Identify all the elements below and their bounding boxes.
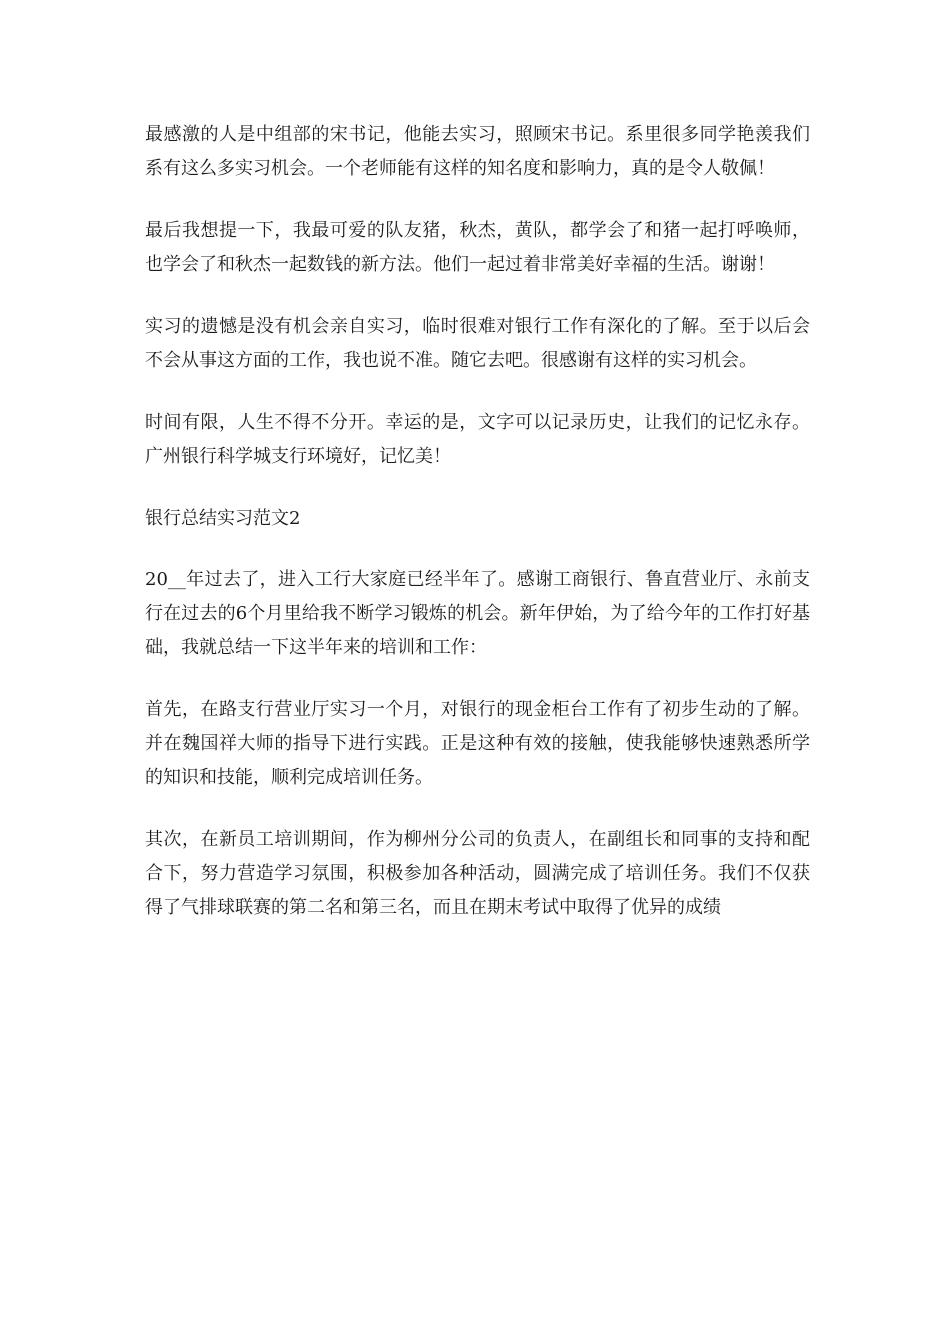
section-heading: 银行总结实习范文2	[145, 508, 301, 529]
document-body	[145, 118, 810, 953]
paragraph-farewell: 时间有限，人生不得不分开。幸运的是，文字可以记录历史，让我们的记忆永存。广州银行科学城支行环境好，记忆美！	[145, 412, 810, 467]
paragraph-first: 首先，在路支行营业厅实习一个月，对银行的现金柜台工作有了初步生动的了解。并在魏国祥大师的指导下进行实践。正是这种有效的接触，使我能够快速熟悉所学的知识和技能，顺利完成培训任务。	[145, 699, 810, 788]
paragraph-teammates: 最后我想提一下，我最可爱的队友猪，秋杰，黄队，都学会了和猪一起打呼唤师，也学会了和秋杰一起数钱的新方法。他们一起过着非常美好幸福的生活。谢谢！	[145, 220, 810, 275]
paragraph-gratitude: 最感激的人是中组部的宋书记，他能去实习，照顾宋书记。系里很多同学艳羡我们系有这么多实习机会。一个老师能有这样的知名度和影响力，真的是令人敬佩！	[145, 124, 810, 179]
paragraph-intro: 20__年过去了，进入工行大家庭已经半年了。感谢工商银行、鲁直营业厅、永前支行在过去的6个月里给我不断学习锻炼的机会。新年伊始，为了给今年的工作打好基础，我就总结一下这半年来的培训和工作：	[145, 569, 810, 658]
paragraph-regret: 实习的遗憾是没有机会亲自实习，临时很难对银行工作有深化的了解。至于以后会不会从事这方面的工作，我也说不准。随它去吧。很感谢有这样的实习机会。	[145, 316, 810, 371]
paragraph-second: 其次，在新员工培训期间，作为柳州分公司的负责人，在副组长和同事的支持和配合下，努力营造学习氛围，积极参加各种活动，圆满完成了培训任务。我们不仅获得了气排球联赛的第二名和第三名，而且在期末考试中取得了优异的成绩	[145, 829, 810, 918]
